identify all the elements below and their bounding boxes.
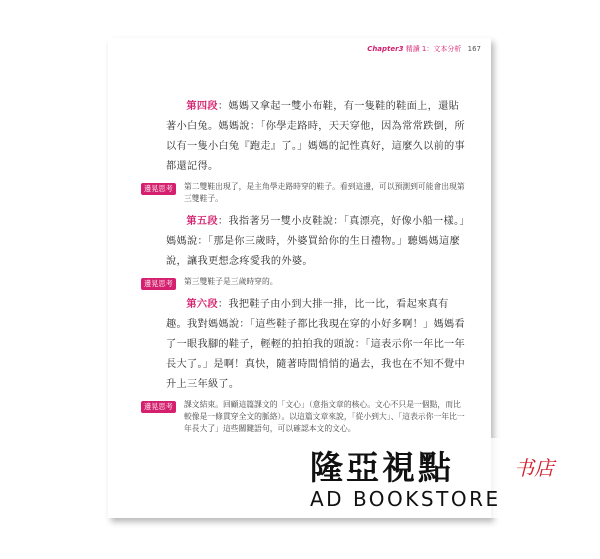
thinking-badge: 邊晃思考 xyxy=(141,278,176,290)
thinking-text: 第三雙鞋子是三歲時穿的。 xyxy=(184,277,278,286)
paragraph-6 xyxy=(166,294,466,395)
chapter-label: Chapter3 xyxy=(367,45,404,53)
watermark-logo: 隆亞視點 xyxy=(310,448,454,487)
paragraph-text: ：我指著另一雙小皮鞋說：「真漂亮，好像小船一樣。」媽媽說：「那是你三歲時，外婆買給你的生日禮物。」聽媽媽這麼說，讓我更想念疼愛我的外婆。 xyxy=(166,216,465,267)
section-label: 第五段 xyxy=(186,215,218,227)
section-label: 第六段 xyxy=(186,298,218,310)
paragraph-4 xyxy=(166,96,466,177)
paragraph-5 xyxy=(166,211,466,272)
thinking-note xyxy=(141,276,466,288)
running-header xyxy=(367,44,481,54)
thinking-note xyxy=(141,181,466,205)
paragraph-text: ：媽媽又拿起一雙小布鞋，有一隻鞋的鞋面上，還貼著小白兔。媽媽說：「你學走路時，天天穿他，因為常常跌倒，所以有一隻小白兔『跑走』了。」媽媽的記性真好，這麼久以前的事都還記得。 xyxy=(166,101,466,172)
thinking-text: 課文結束。回顧這篇課文的「文心」（意指文章的核心。文心不只是一個點，而比較像是一條貫穿全文的脈絡）。以這篇文章來說，「從小到大」、「這表示你一年比一年長大了」這些關鍵語句，可以確認本文的文心。 xyxy=(184,400,465,433)
thinking-note xyxy=(141,399,466,435)
paragraph-text: ：我把鞋子由小到大排一排，比一比，看起來真有趣。我對媽媽說：「這些鞋子都比我現在穿的小好多啊！」媽媽看了一眼我腳的鞋子，輕輕的拍拍我的頭說：「這表示你一年比一年長大了。」是啊！真快，隨著時間悄悄的過去，我也在不知不覺中升上三年級了。 xyxy=(166,299,466,390)
page-number: 167 xyxy=(467,45,481,53)
section-label: 第四段 xyxy=(186,100,218,112)
thinking-text: 第二雙鞋出現了，是主角學走路時穿的鞋子。看到這邊，可以預測到可能會出現第三雙鞋子。 xyxy=(184,182,465,203)
thinking-badge: 邊晃思考 xyxy=(141,401,176,413)
thinking-badge: 邊晃思考 xyxy=(141,183,176,195)
watermark-english-text: AD BOOKSTORE xyxy=(310,487,501,511)
store-watermark xyxy=(302,438,598,518)
header-title: 精讀 1：文本分析 xyxy=(405,45,462,53)
watermark-store-text: 书店 xyxy=(514,456,554,480)
page-body xyxy=(144,96,466,441)
